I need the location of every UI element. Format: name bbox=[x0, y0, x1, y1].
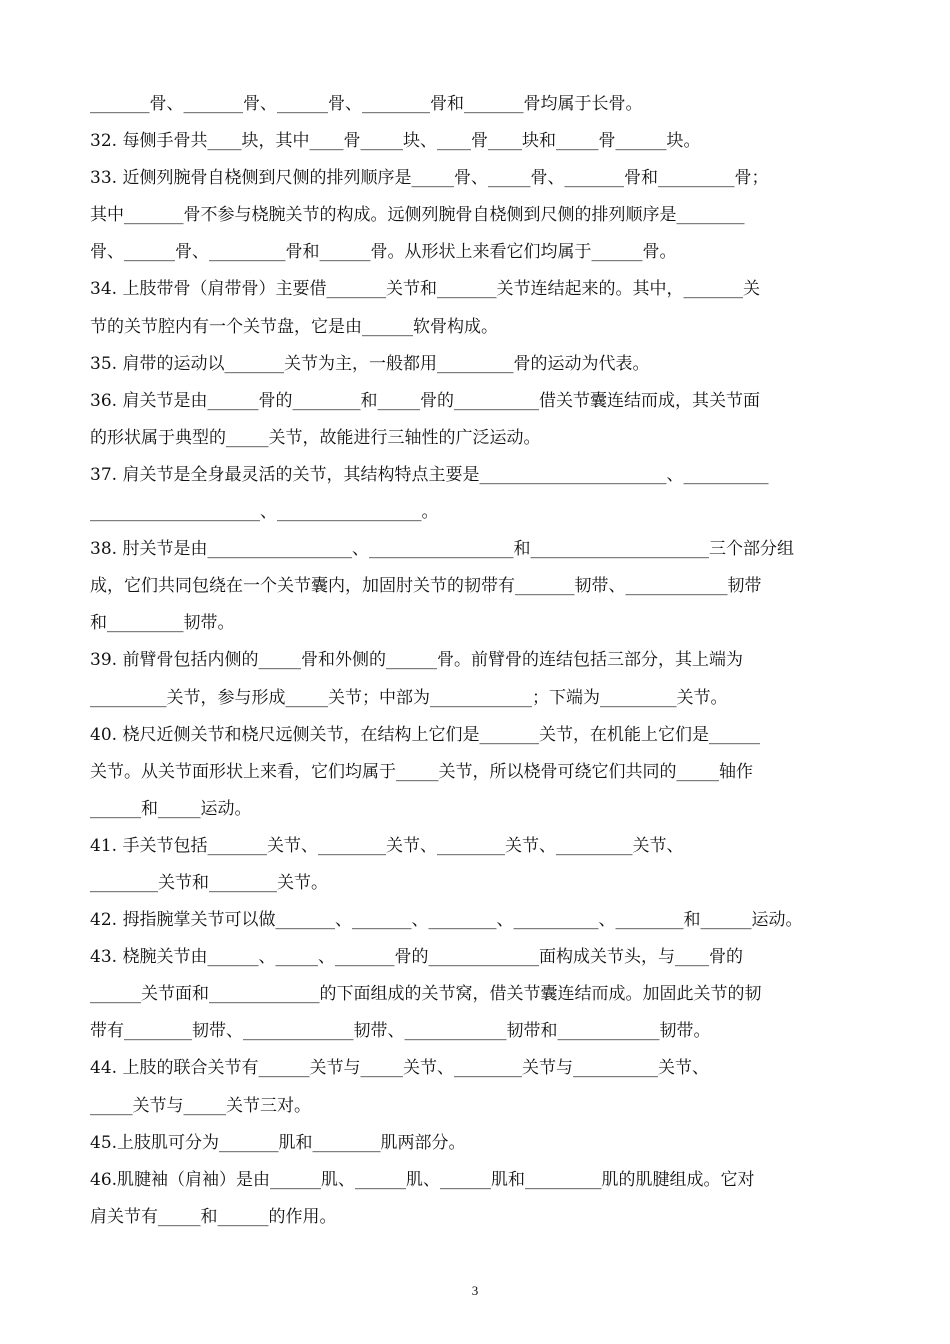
text-line: 40. 桡尺近侧关节和桡尺远侧关节，在结构上它们是_______关节，在机能上它们是______ bbox=[90, 724, 760, 745]
text-line: _________关节，参与形成_____关节；中部为____________；下端为_________关节。 bbox=[90, 687, 728, 708]
text-line: 34. 上肢带骨（肩带骨）主要借_______关节和_______关节连结起来的。其中，_______关 bbox=[90, 279, 760, 300]
text-line: 关节。从关节面形状上来看，它们均属于_____关节，所以桡骨可绕它们共同的_____轴作 bbox=[90, 761, 753, 782]
text-line: _____关节与_____关节三对。 bbox=[90, 1095, 311, 1116]
text-line: 36. 肩关节是由______骨的________和_____骨的__________借关节囊连结而成，其关节面 bbox=[90, 390, 760, 411]
text-line: 32. 每侧手骨共____块，其中____骨_____块、____骨____块和_____骨______块。 bbox=[90, 131, 701, 152]
text-line: 成，它们共同包绕在一个关节囊内，加固肘关节的韧带有_______韧带、____________韧带 bbox=[90, 576, 762, 597]
text-line: 的形状属于典型的_____关节，故能进行三轴性的广泛运动。 bbox=[90, 427, 541, 448]
text-line: ____________________、_________________。 bbox=[90, 502, 439, 523]
text-line: 44. 上肢的联合关节有______关节与_____关节、________关节与__________关节、 bbox=[90, 1058, 709, 1079]
text-line: 45.上肢肌可分为_______肌和________肌两部分。 bbox=[90, 1132, 466, 1153]
text-line: 骨、______骨、_________骨和______骨。从形状上来看它们均属于______骨。 bbox=[90, 242, 677, 263]
text-line: 43. 桡腕关节由______、_____、_______骨的_____________面构成关节头，与____骨的 bbox=[90, 947, 743, 968]
text-line: ______和_____运动。 bbox=[90, 798, 252, 819]
text-line: 38. 肘关节是由_________________、_________________和_____________________三个部分组 bbox=[90, 539, 794, 560]
text-line: 46.肌腱袖（肩袖）是由______肌、______肌、______肌和_________肌的肌腱组成。它对 bbox=[90, 1169, 755, 1190]
text-line: 带有________韧带、_____________韧带、____________韧带和____________韧带。 bbox=[90, 1021, 711, 1042]
text-line: 35. 肩带的运动以_______关节为主，一般都用_________骨的运动为代表。 bbox=[90, 353, 650, 374]
text-line: 和_________韧带。 bbox=[90, 613, 235, 634]
text-line: 33. 近侧列腕骨自桡侧到尺侧的排列顺序是_____骨、_____骨、_______骨和_________骨； bbox=[90, 168, 769, 189]
text-line: ______关节面和_____________的下面组成的关节窝，借关节囊连结而成。加固此关节的韧 bbox=[90, 984, 762, 1005]
text-line: 39. 前臂骨包括内侧的_____骨和外侧的______骨。前臂骨的连结包括三部分，其上端为 bbox=[90, 650, 743, 671]
text-line: _______骨、_______骨、______骨、________骨和_______骨均属于长骨。 bbox=[90, 94, 643, 114]
text-line: ________关节和________关节。 bbox=[90, 872, 328, 893]
text-line: 37. 肩关节是全身最灵活的关节，其结构特点主要是______________________、__________ bbox=[90, 464, 769, 485]
text-line: 41. 手关节包括_______关节、________关节、________关节、_________关节、 bbox=[90, 835, 684, 856]
text-line: 42. 拇指腕掌关节可以做_______、_______、________、__________、________和______运动。 bbox=[90, 910, 803, 931]
page-number: 3 bbox=[471, 1283, 479, 1298]
text-line: 肩关节有_____和______的作用。 bbox=[90, 1206, 337, 1227]
text-line: 节的关节腔内有一个关节盘，它是由______软骨构成。 bbox=[90, 316, 498, 337]
text-line: 其中_______骨不参与桡腕关节的构成。远侧列腕骨自桡侧到尺侧的排列顺序是________ bbox=[90, 205, 745, 226]
document-body bbox=[90, 86, 870, 1236]
